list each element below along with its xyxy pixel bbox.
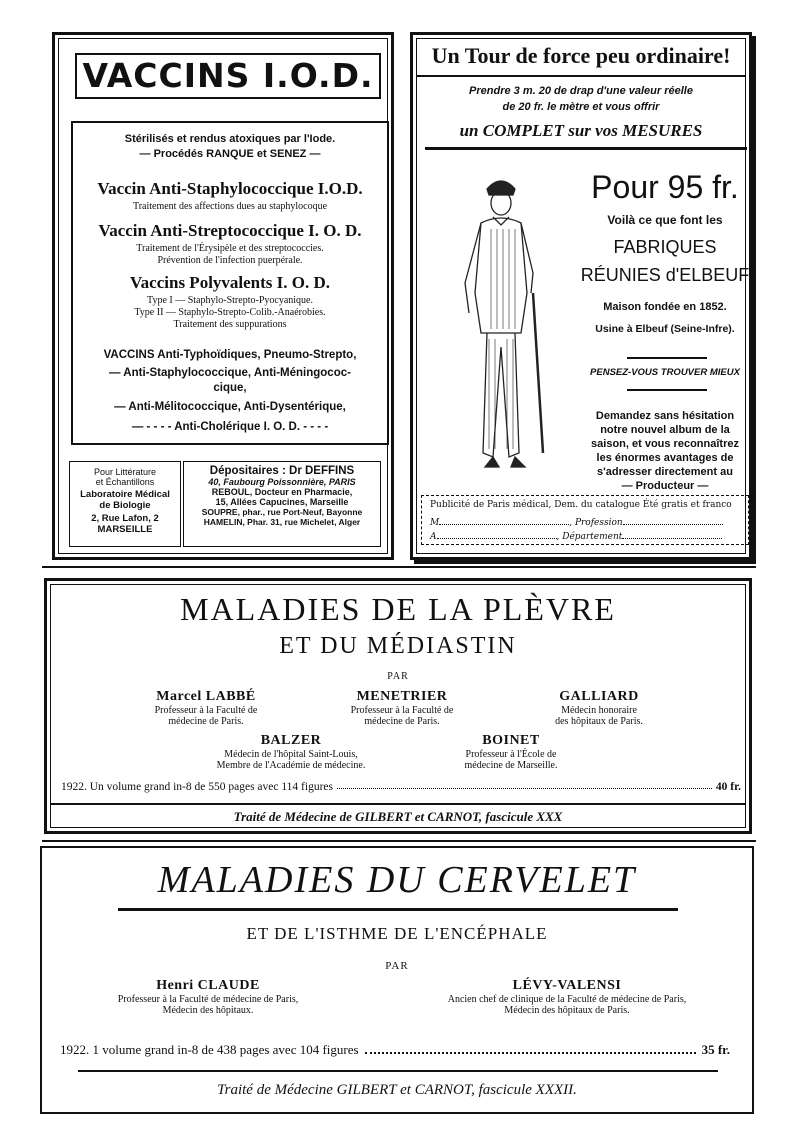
- author-desc-2: médecine de Paris.: [168, 716, 244, 727]
- labo-line-1: Pour Littérature: [93, 467, 157, 477]
- separator-rule-2: [42, 840, 756, 842]
- vaccins-title: VACCINS I.O.D.: [75, 53, 381, 99]
- tour-de-force-ad: [410, 32, 752, 560]
- cervelet-title-rule: [118, 908, 678, 911]
- vaccins-intro-2: — Procédés RANQUE et SENEZ —: [139, 148, 321, 160]
- vaccin-strep-desc-2: Prévention de l'infection puerpérale.: [157, 255, 303, 266]
- vaccin-staph-desc: Traitement des affections dues au staphylocoque: [132, 201, 328, 212]
- coupon-intro: Publicité de Paris médical, Dem. du catalogue Été gratis et franco: [430, 500, 732, 510]
- depositaires-line-2: REBOUL, Docteur en Pharmacie,: [211, 487, 353, 497]
- tour-demandez-6: — Producteur —: [621, 480, 709, 492]
- vaccins-list-4: — - - - - Anti-Cholérique I. O. D. - - - -: [131, 421, 329, 433]
- tour-complet-rule: [425, 147, 747, 150]
- depositaires-line-3: 15, Allées Capucines, Marseille: [215, 497, 349, 507]
- coupon-line-m: [430, 515, 723, 528]
- plevre-author-menetrier: [327, 689, 477, 727]
- vaccins-intro-1: Stérilisés et rendus atoxiques par l'Iode.: [124, 133, 336, 145]
- plevre-price: 40 fr.: [715, 781, 741, 793]
- author-desc-2: Membre de l'Académie de médecine.: [216, 760, 366, 771]
- author-desc-1: Professeur à la Faculté de: [350, 705, 454, 716]
- coupon-line-a: [430, 529, 722, 542]
- plevre-title: MALADIES DE LA PLÈVRE: [180, 591, 616, 627]
- author-desc-2: médecine de Paris.: [364, 716, 440, 727]
- vaccins-depositaires-box: [183, 461, 381, 547]
- cervelet-ad: [40, 846, 754, 1114]
- vaccins-list-1: VACCINS Anti-Typhoïdiques, Pneumo-Strepto,: [103, 349, 357, 361]
- coupon-departement-field[interactable]: [622, 529, 722, 539]
- vaccins-laboratoire-box: [69, 461, 181, 547]
- author-desc-2: médecine de Marseille.: [464, 760, 558, 771]
- tour-complet: un COMPLET sur vos MESURES: [459, 121, 703, 140]
- author-desc-1: Ancien chef de clinique de la Faculté de médecine de Paris,: [447, 994, 687, 1005]
- tour-price: Pour 95 fr.: [591, 169, 739, 205]
- author-name: Henri CLAUDE: [156, 978, 260, 993]
- depositaires-label: Dépositaires : Dr DEFFINS: [209, 465, 355, 477]
- plevre-rule: [51, 803, 745, 805]
- labo-line-4: de Biologie: [99, 500, 151, 511]
- plevre-author-boinet: [441, 733, 581, 771]
- vaccin-poly-type-2: Type II — Staphylo-Strepto-Colib.-Anaérobies.: [134, 307, 326, 318]
- coupon-departement-label: , Département: [556, 532, 623, 542]
- tour-demandez: [575, 409, 755, 493]
- cervelet-title: MALADIES DU CERVELET: [157, 859, 637, 901]
- author-desc-1: Professeur à la Faculté de: [154, 705, 258, 716]
- author-name: MENETRIER: [356, 689, 448, 704]
- coupon-address-field[interactable]: [437, 529, 557, 539]
- vaccins-list-2b: cique,: [213, 382, 247, 394]
- cervelet-price: 35 fr.: [701, 1042, 730, 1057]
- coupon-m-label: M: [430, 518, 440, 528]
- author-desc-1: Médecin honoraire: [561, 705, 637, 716]
- vaccin-staph-title: Vaccin Anti-Staphylococcique I.O.D.: [97, 179, 363, 198]
- cervelet-author-claude: [78, 978, 338, 1016]
- tour-title: Un Tour de force peu ordinaire!: [431, 43, 731, 68]
- author-desc-1: Professeur à la Faculté de médecine de Paris,: [117, 994, 299, 1005]
- labo-line-2: et Échantillons: [95, 477, 155, 487]
- plevre-ad: [44, 578, 752, 834]
- vaccin-poly-desc: Traitement des suppurations: [173, 319, 287, 330]
- author-desc-2: Médecin des hôpitaux de Paris.: [504, 1005, 630, 1016]
- plevre-volume: 1922. Un volume grand in-8 de 550 pages avec 114 figures: [61, 781, 333, 793]
- tour-fabriques-1: FABRIQUES: [613, 237, 717, 257]
- tour-offer-2: de 20 fr. le mètre et vous offrir: [502, 101, 660, 113]
- tour-demandez-4: les énormes avantages de: [596, 452, 734, 464]
- author-desc-2: des hôpitaux de Paris.: [555, 716, 643, 727]
- author-name: Marcel LABBÉ: [156, 689, 256, 704]
- depositaires-line-4: SOUPRE, phar., rue Port-Neuf, Bayonne: [201, 507, 363, 517]
- vaccins-main-box: [71, 121, 389, 445]
- plevre-author-balzer: [201, 733, 381, 771]
- depositaires-line-1: 40, Faubourg Poissonnière, PARIS: [208, 477, 356, 487]
- tour-maison: Maison fondée en 1852.: [603, 301, 727, 313]
- labo-line-3: Laboratoire Médical: [80, 489, 170, 500]
- plevre-author-galliard: [529, 689, 669, 727]
- tour-rule-2: [627, 389, 707, 391]
- vaccin-poly-title: Vaccins Polyvalents I. O. D.: [129, 273, 331, 292]
- vaccin-poly-type-1: Type I — Staphylo-Strepto-Pyocyanique.: [147, 295, 313, 306]
- tour-demandez-2: notre nouvel album de la: [600, 424, 730, 436]
- author-name: BALZER: [260, 733, 322, 748]
- author-name: GALLIARD: [559, 689, 639, 704]
- coupon-profession-label: , Profession: [569, 518, 623, 528]
- author-desc-1: Professeur à l'École de: [465, 749, 557, 760]
- tour-demandez-5: s'adresser directement au: [597, 466, 733, 478]
- cervelet-volume: 1922. 1 volume grand in-8 de 438 pages avec 104 figures: [60, 1042, 359, 1057]
- plevre-par: PAR: [387, 671, 409, 682]
- vaccins-list-2a: — Anti-Staphylococcique, Anti-Méningococ-: [109, 367, 351, 379]
- coupon-name-field[interactable]: [439, 515, 569, 525]
- cervelet-subtitle: ET DE L'ISTHME DE L'ENCÉPHALE: [246, 924, 548, 943]
- cervelet-volume-line: [60, 1042, 730, 1058]
- coupon-profession-field[interactable]: [623, 515, 723, 525]
- vaccin-strep-desc-1: Traitement de l'Érysipèle et des streptococcies.: [136, 243, 324, 254]
- vaccins-ad: [52, 32, 394, 560]
- author-name: LÉVY-VALENSI: [512, 978, 622, 993]
- labo-line-5: 2, Rue Lafon, 2: [91, 513, 159, 524]
- cervelet-rule: [78, 1070, 718, 1072]
- labo-line-6: MARSEILLE: [97, 524, 153, 535]
- author-name: BOINET: [482, 733, 540, 748]
- depositaires-line-5: HAMELIN, Phar. 31, rue Michelet, Alger: [203, 517, 361, 527]
- cervelet-par: PAR: [385, 960, 409, 972]
- coupon-a-label: A: [430, 532, 437, 542]
- cervelet-traite: Traité de Médecine GILBERT et CARNOT, fascicule XXXII.: [217, 1082, 577, 1098]
- tour-voila: Voilà ce que font les: [607, 213, 723, 227]
- tour-demandez-1: Demandez sans hésitation: [595, 410, 735, 422]
- tour-rule-1: [627, 357, 707, 359]
- author-desc-2: Médecin des hôpitaux.: [162, 1005, 254, 1016]
- vaccin-strep-title: Vaccin Anti-Streptococcique I. O. D.: [98, 221, 362, 240]
- separator-rule-1: [42, 566, 756, 568]
- tour-pensez: PENSEZ-VOUS TROUVER MIEUX: [590, 367, 740, 378]
- tour-coupon: [421, 495, 749, 545]
- plevre-author-labbe: [131, 689, 281, 727]
- tour-demandez-3: saison, et vous reconnaîtrez: [591, 438, 739, 450]
- plevre-traite: Traité de Médecine de GILBERT et CARNOT, fascicule XXX: [233, 809, 563, 824]
- gentleman-illustration: [437, 159, 565, 489]
- vaccins-list-3: — Anti-Mélitococcique, Anti-Dysentérique,: [114, 401, 346, 413]
- tour-offer-1: Prendre 3 m. 20 de drap d'une valeur réelle: [469, 85, 693, 97]
- plevre-volume-line: [61, 781, 741, 793]
- cervelet-author-levy-valensi: [402, 978, 732, 1016]
- tour-usine: Usine à Elbeuf (Seine-Infre).: [595, 323, 735, 335]
- tour-title-rule: [417, 75, 745, 77]
- tour-fabriques-2: RÉUNIES d'ELBEUF: [580, 265, 750, 285]
- author-desc-1: Médecin de l'hôpital Saint-Louis,: [224, 749, 358, 760]
- plevre-subtitle: ET DU MÉDIASTIN: [279, 633, 517, 659]
